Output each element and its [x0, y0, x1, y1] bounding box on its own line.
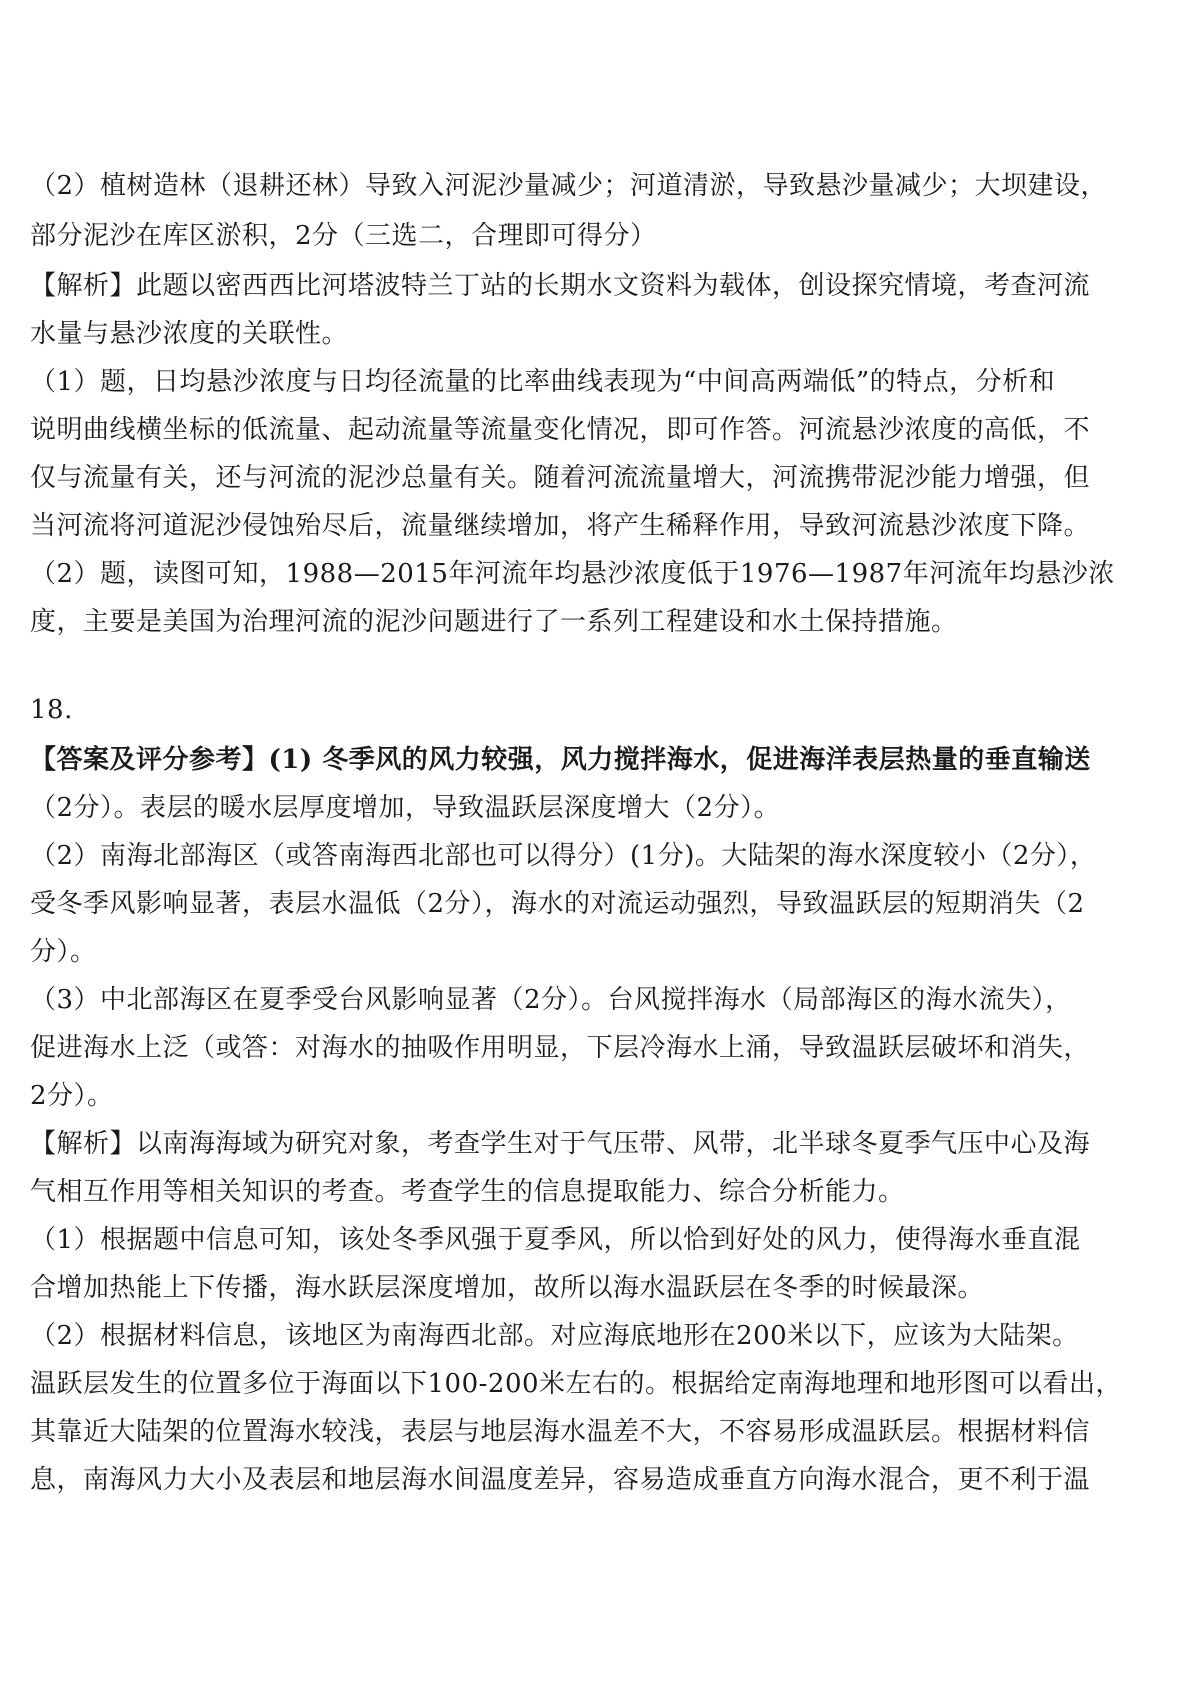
text-line-3: 【解析】此题以密西西比河塔波特兰丁站的长期水文资料为载体，创设探究情境，考查河流: [30, 271, 1091, 301]
text-line-24: （2）根据材料信息，该地区为南海西北部。对应海底地形在200米以下，应该为大陆架。: [30, 1321, 1079, 1351]
text-line-26: 其靠近大陆架的位置海水较浅，表层与地层海水温差不大，不容易形成温跃层。根据材料信: [30, 1417, 1091, 1447]
text-line-7: 仅与流量有关，还与河流的泥沙总量有关。随着河流流量增大，河流携带泥沙能力增强，但: [30, 463, 1091, 493]
text-line-22: （1）根据题中信息可知，该处冬季风强于夏季风，所以恰到好处的风力，使得海水垂直混: [30, 1225, 1081, 1255]
text-line-19: 2分）。: [30, 1081, 114, 1111]
text-line-14: （2）南海北部海区（或答南海西北部也可以得分）(1分)。大陆架的海水深度较小（2分），: [30, 841, 1097, 871]
question-number: 18.: [30, 695, 73, 725]
text-line-4: 水量与悬沙浓度的关联性。: [30, 319, 349, 349]
text-line-9: （2）题，读图可知，1988—2015年河流年均悬沙浓度低于1976—1987年河流年均悬沙浓: [30, 559, 1115, 589]
text-line-16: 分）。: [30, 937, 97, 967]
text-line-10: 度，主要是美国为治理河流的泥沙问题进行了一系列工程建设和水土保持措施。: [30, 607, 958, 637]
text-line-2: 部分泥沙在库区淤积，2分（三选二，合理即可得分）: [30, 221, 657, 251]
text-line-13: （2分）。表层的暖水层厚度增加，导致温跃层深度增大（2分）。: [30, 793, 781, 823]
text-line-6: 说明曲线横坐标的低流量、起动流量等流量变化情况，即可作答。河流悬沙浓度的高低，不: [30, 415, 1091, 445]
text-line-25: 温跃层发生的位置多位于海面以下100-200米左右的。根据给定南海地理和地形图可以看出，: [30, 1369, 1123, 1399]
text-line-23: 合增加热能上下传播，海水跃层深度增加，故所以海水温跃层在冬季的时候最深。: [30, 1273, 985, 1303]
text-line-20: 【解析】以南海海域为研究对象，考查学生对于气压带、风带，北半球冬夏季气压中心及海: [30, 1129, 1091, 1159]
text-line-8: 当河流将河道泥沙侵蚀殆尽后，流量继续增加，将产生稀释作用，导致河流悬沙浓度下降。: [30, 511, 1091, 541]
text-line-17: （3）中北部海区在夏季受台风影响显著（2分）。台风搅拌海水（局部海区的海水流失），: [30, 985, 1072, 1015]
text-line-5: （1）题，日均悬沙浓度与日均径流量的比率曲线表现为“中间高两端低”的特点，分析和: [30, 367, 1056, 397]
text-line-18: 促进海水上泛（或答：对海水的抽吸作用明显，下层冷海水上涌，导致温跃层破坏和消失，: [30, 1033, 1091, 1063]
text-line-1: （2）植树造林（退耕还林）导致入河泥沙量减少；河道清淤，导致悬沙量减少；大坝建设，: [30, 171, 1108, 201]
text-line-21: 气相互作用等相关知识的考查。考查学生的信息提取能力、综合分析能力。: [30, 1177, 905, 1207]
text-line-12: 【答案及评分参考】(1) 冬季风的风力较强，风力搅拌海水，促进海洋表层热量的垂直输送: [30, 745, 1091, 775]
text-line-15: 受冬季风影响显著，表层水温低（2分），海水的对流运动强烈，导致温跃层的短期消失（2: [30, 889, 1085, 919]
text-line-27: 息，南海风力大小及表层和地层海水间温度差异，容易造成垂直方向海水混合，更不利于温: [30, 1465, 1091, 1495]
